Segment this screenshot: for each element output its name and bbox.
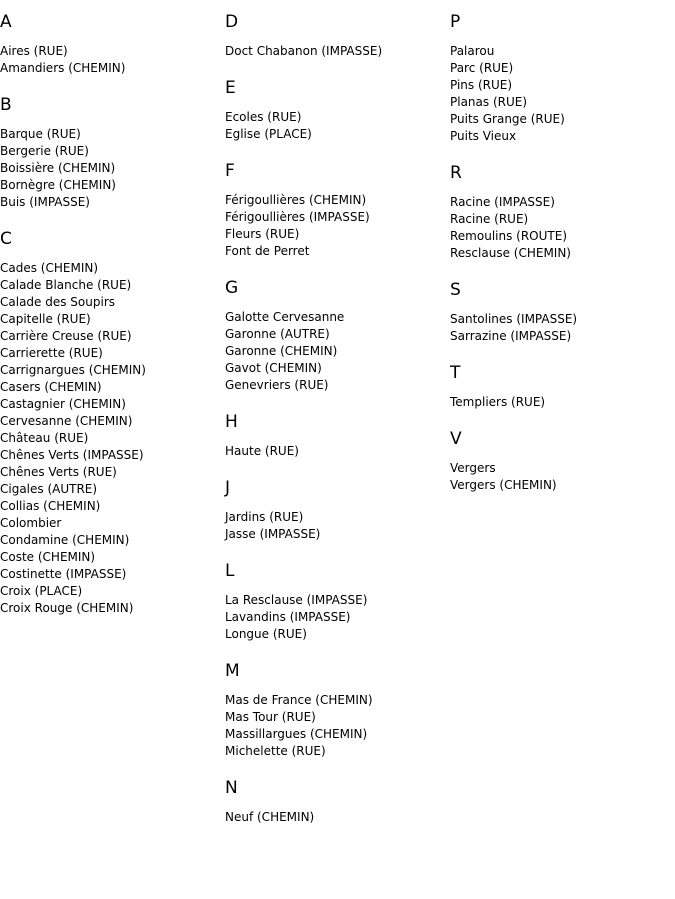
street-list bbox=[225, 499, 450, 543]
letter-heading: P bbox=[450, 12, 461, 32]
street-name: Boissière (CHEMIN) bbox=[0, 161, 116, 175]
street-name: Gavot (CHEMIN) bbox=[225, 361, 322, 375]
letter-section bbox=[450, 411, 675, 494]
street-name: Barque (RUE) bbox=[0, 127, 81, 141]
letter-heading: D bbox=[225, 12, 239, 32]
street-name: Colombier bbox=[0, 516, 62, 530]
index-column bbox=[0, 0, 225, 617]
letter-heading: E bbox=[225, 78, 236, 98]
street-list bbox=[225, 799, 450, 826]
street-name: Calade Blanche (RUE) bbox=[0, 278, 132, 292]
street-list bbox=[225, 99, 450, 143]
letter-heading: H bbox=[225, 412, 238, 432]
letter-heading: S bbox=[450, 280, 461, 300]
letter-section bbox=[225, 0, 450, 60]
street-name: Chênes Verts (RUE) bbox=[0, 465, 117, 479]
street-name: La Resclause (IMPASSE) bbox=[225, 593, 368, 607]
letter-section bbox=[225, 460, 450, 543]
street-name: Chênes Verts (IMPASSE) bbox=[0, 448, 144, 462]
street-name: Férigoullières (IMPASSE) bbox=[225, 210, 370, 224]
street-list bbox=[225, 682, 450, 760]
street-name: Mas Tour (RUE) bbox=[225, 710, 316, 724]
letter-section bbox=[450, 345, 675, 411]
street-name: Cigales (AUTRE) bbox=[0, 482, 98, 496]
street-list bbox=[450, 184, 675, 262]
street-name: Aires (RUE) bbox=[0, 44, 68, 58]
street-name: Carrierette (RUE) bbox=[0, 346, 103, 360]
street-list bbox=[450, 384, 675, 411]
street-list bbox=[450, 450, 675, 494]
street-list bbox=[0, 116, 225, 211]
letter-heading: L bbox=[225, 561, 235, 581]
street-name: Ecoles (RUE) bbox=[225, 110, 302, 124]
letter-heading: N bbox=[225, 778, 238, 798]
street-list bbox=[225, 582, 450, 643]
street-name: Croix Rouge (CHEMIN) bbox=[0, 601, 134, 615]
street-name: Château (RUE) bbox=[0, 431, 89, 445]
street-name: Galotte Cervesanne bbox=[225, 310, 345, 324]
letter-heading: R bbox=[450, 163, 462, 183]
letter-heading: J bbox=[225, 478, 231, 498]
letter-section bbox=[225, 543, 450, 643]
street-name: Puits Vieux bbox=[450, 129, 517, 143]
letter-section bbox=[450, 262, 675, 345]
street-name: Neuf (CHEMIN) bbox=[225, 810, 315, 824]
street-name: Bergerie (RUE) bbox=[0, 144, 89, 158]
letter-section bbox=[450, 0, 675, 145]
letter-heading: F bbox=[225, 161, 235, 181]
street-name: Lavandins (IMPASSE) bbox=[225, 610, 351, 624]
street-name: Calade des Soupirs bbox=[0, 295, 116, 309]
street-name: Pins (RUE) bbox=[450, 78, 513, 92]
street-name: Garonne (AUTRE) bbox=[225, 327, 330, 341]
letter-heading: B bbox=[0, 95, 12, 115]
letter-section bbox=[0, 211, 225, 617]
street-name: Templiers (RUE) bbox=[450, 395, 546, 409]
street-name: Puits Grange (RUE) bbox=[450, 112, 565, 126]
street-name: Planas (RUE) bbox=[450, 95, 528, 109]
street-name: Longue (RUE) bbox=[225, 627, 307, 641]
street-name: Palarou bbox=[450, 44, 495, 58]
street-name: Cades (CHEMIN) bbox=[0, 261, 99, 275]
street-name: Racine (IMPASSE) bbox=[450, 195, 555, 209]
street-name: Amandiers (CHEMIN) bbox=[0, 61, 126, 75]
street-name: Jardins (RUE) bbox=[225, 510, 304, 524]
street-list bbox=[225, 182, 450, 260]
street-name: Michelette (RUE) bbox=[225, 744, 326, 758]
letter-section bbox=[225, 760, 450, 826]
street-name: Bornègre (CHEMIN) bbox=[0, 178, 116, 192]
street-name: Mas de France (CHEMIN) bbox=[225, 693, 373, 707]
street-name: Condamine (CHEMIN) bbox=[0, 533, 130, 547]
street-name: Carrignargues (CHEMIN) bbox=[0, 363, 146, 377]
letter-section bbox=[0, 0, 225, 77]
street-list bbox=[450, 301, 675, 345]
street-name: Haute (RUE) bbox=[225, 444, 299, 458]
index-column bbox=[450, 0, 675, 494]
street-name: Parc (RUE) bbox=[450, 61, 514, 75]
letter-heading: V bbox=[450, 429, 462, 449]
street-name: Fleurs (RUE) bbox=[225, 227, 300, 241]
street-name: Resclause (CHEMIN) bbox=[450, 246, 571, 260]
street-name: Carrière Creuse (RUE) bbox=[0, 329, 132, 343]
street-name: Buis (IMPASSE) bbox=[0, 195, 90, 209]
street-name: Castagnier (CHEMIN) bbox=[0, 397, 126, 411]
street-list bbox=[225, 33, 450, 60]
street-list bbox=[0, 33, 225, 77]
street-name: Cervesanne (CHEMIN) bbox=[0, 414, 133, 428]
street-name: Vergers (CHEMIN) bbox=[450, 478, 557, 492]
street-name: Casers (CHEMIN) bbox=[0, 380, 102, 394]
street-name: Garonne (CHEMIN) bbox=[225, 344, 338, 358]
letter-heading: C bbox=[0, 229, 12, 249]
street-name: Croix (PLACE) bbox=[0, 584, 83, 598]
letter-section bbox=[450, 145, 675, 262]
street-name: Vergers bbox=[450, 461, 496, 475]
street-name: Eglise (PLACE) bbox=[225, 127, 312, 141]
letter-section bbox=[225, 60, 450, 143]
street-name: Jasse (IMPASSE) bbox=[225, 527, 321, 541]
street-list bbox=[225, 433, 450, 460]
letter-heading: A bbox=[0, 12, 12, 32]
letter-heading: T bbox=[450, 363, 461, 383]
street-name: Collias (CHEMIN) bbox=[0, 499, 101, 513]
letter-heading: G bbox=[225, 278, 239, 298]
letter-section bbox=[225, 143, 450, 260]
street-name: Capitelle (RUE) bbox=[0, 312, 91, 326]
street-name: Font de Perret bbox=[225, 244, 310, 258]
letter-section bbox=[225, 643, 450, 760]
street-list bbox=[450, 33, 675, 145]
street-name: Coste (CHEMIN) bbox=[0, 550, 96, 564]
letter-section bbox=[225, 260, 450, 394]
street-name: Doct Chabanon (IMPASSE) bbox=[225, 44, 383, 58]
letter-section bbox=[0, 77, 225, 211]
street-name: Racine (RUE) bbox=[450, 212, 529, 226]
street-name: Genevriers (RUE) bbox=[225, 378, 329, 392]
street-name: Sarrazine (IMPASSE) bbox=[450, 329, 572, 343]
index-column bbox=[225, 0, 450, 826]
street-name: Remoulins (ROUTE) bbox=[450, 229, 567, 243]
letter-heading: M bbox=[225, 661, 240, 681]
street-list bbox=[0, 250, 225, 617]
letter-section bbox=[225, 394, 450, 460]
street-name: Costinette (IMPASSE) bbox=[0, 567, 127, 581]
street-name: Santolines (IMPASSE) bbox=[450, 312, 578, 326]
street-name: Massillargues (CHEMIN) bbox=[225, 727, 368, 741]
street-name: Férigoullières (CHEMIN) bbox=[225, 193, 367, 207]
street-list bbox=[225, 299, 450, 394]
